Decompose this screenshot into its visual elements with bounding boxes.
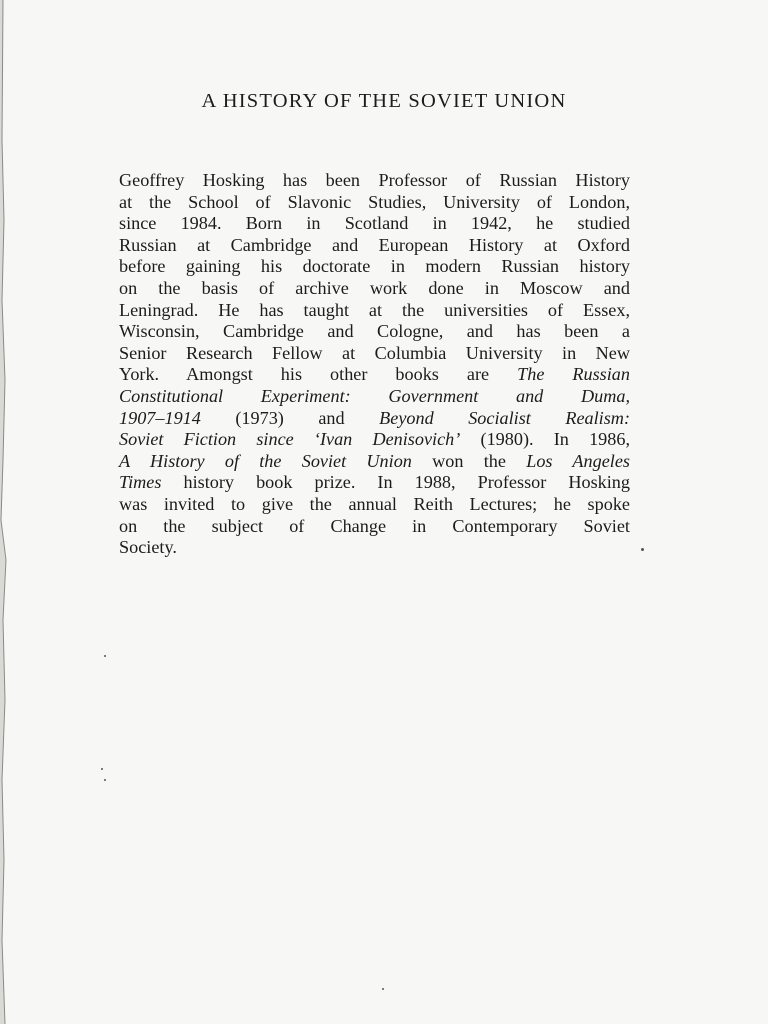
bio-text: on the basis of archive work done in Moscow and [119, 277, 630, 298]
bio-line [119, 386, 630, 408]
bio-text: history book prize. In 1988, Professor Hosking [161, 472, 630, 493]
bio-text: Leningrad. He has taught at the universities of Essex, [119, 299, 630, 320]
bio-line [119, 213, 630, 235]
bio-line [119, 235, 630, 257]
bio-text: on the subject of Change in Contemporary Soviet [119, 515, 630, 536]
bio-text: since 1984. Born in Scotland in 1942, he studied [119, 213, 630, 234]
bio-italic-title: Times [119, 472, 162, 493]
bio-line [119, 321, 630, 343]
scan-speck [104, 779, 106, 781]
bio-line [119, 364, 630, 386]
bio-text: Geoffrey Hosking has been Professor of Russian History [119, 170, 630, 190]
bio-italic-title: Soviet Fiction since ‘Ivan Denisovich’ [119, 429, 461, 450]
bio-italic-title: Constitutional Experiment: Government and Duma, [119, 385, 630, 406]
bio-line [119, 300, 630, 322]
bio-text: Wisconsin, Cambridge and Cologne, and has been a [119, 321, 630, 342]
bio-text: was invited to give the annual Reith Lectures; he spoke [119, 493, 630, 514]
bio-line [119, 451, 630, 473]
page-title: A HISTORY OF THE SOVIET UNION [201, 90, 567, 112]
bio-line [119, 408, 630, 430]
scan-speck [641, 548, 644, 551]
bio-line [119, 429, 630, 451]
author-biography [119, 170, 630, 559]
scan-speck [101, 768, 103, 770]
torn-page-edge [0, 0, 14, 1024]
bio-text: York. Amongst his other books are [119, 364, 518, 385]
scan-speck [382, 988, 384, 990]
bio-line [119, 472, 630, 494]
bio-line [119, 192, 630, 214]
bio-italic-title: Beyond Socialist Realism: [379, 407, 630, 428]
bio-text: before gaining his doctorate in modern Russian history [119, 256, 630, 277]
bio-text: (1973) and [200, 407, 380, 428]
bio-text: won the [411, 450, 527, 471]
bio-text: Senior Research Fellow at Columbia University in New [119, 342, 630, 363]
bio-line [119, 256, 630, 278]
scan-speck [104, 655, 106, 657]
bio-text: at the School of Slavonic Studies, University of London, [119, 191, 630, 212]
bio-line [119, 343, 630, 365]
bio-italic-title: The Russian [517, 364, 630, 385]
bio-text: Society. [119, 537, 177, 558]
bio-line [119, 537, 630, 559]
bio-line [119, 516, 630, 538]
bio-line [119, 494, 630, 516]
bio-text: Russian at Cambridge and European History at Oxford [119, 234, 630, 255]
bio-italic-title: 1907–1914 [119, 407, 201, 428]
bio-italic-title: A History of the Soviet Union [119, 450, 412, 471]
bio-text: (1980). In 1986, [460, 429, 630, 450]
bio-italic-title: Los Angeles [526, 450, 631, 471]
bio-line [119, 278, 630, 300]
bio-line [119, 170, 630, 192]
